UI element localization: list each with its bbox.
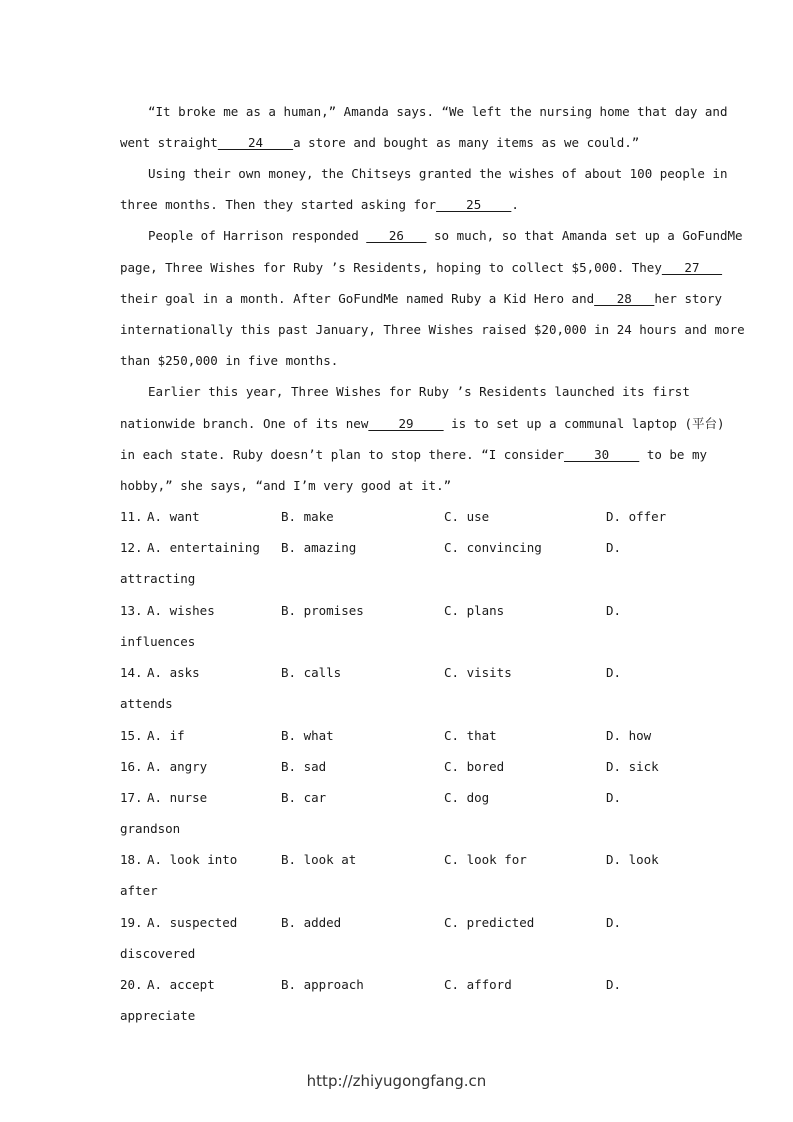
option-c: C. that [444,728,497,743]
option-c: C. afford [444,977,512,992]
question-row [120,915,680,931]
passage-line [120,291,723,307]
passage-text: to be my [646,447,708,462]
option-d-wrap: appreciate [120,1008,196,1023]
option-d-wrap: attracting [120,571,196,586]
question-row [120,540,680,556]
question-row [120,977,680,993]
question-number: 13. [120,603,143,618]
option-a: A. suspected [147,915,238,930]
question-number: 20. [120,977,143,992]
option-d: D. [606,790,622,805]
option-b: B. what [281,728,334,743]
passage-line [120,135,675,151]
passage-line [148,104,728,120]
passage-text: Earlier this year, Three Wishes for Ruby ’s Residents launched its first [148,384,690,399]
passage-text: than $250,000 in five months. [120,353,339,368]
passage-line [148,384,690,400]
option-a: A. accept [147,977,215,992]
option-a: A. angry [147,759,208,774]
option-a: A. if [147,728,185,743]
option-d: D. [606,977,622,992]
option-a: A. wishes [147,603,215,618]
passage-line [120,353,675,369]
option-d-wrap: discovered [120,946,196,961]
question-row [120,728,680,744]
passage-text: their goal in a month. After GoFundMe named Ruby a Kid Hero and [120,291,595,306]
question-number: 18. [120,852,143,867]
passage-text: is to set up a communal laptop (平台) [451,416,725,431]
question-row [120,852,680,868]
option-b: B. amazing [281,540,357,555]
passage-text: hobby,” she says, “and I’m very good at it.” [120,478,452,493]
question-row [120,790,680,806]
question-number: 19. [120,915,143,930]
blank-25: 25 [436,197,512,212]
option-c: C. visits [444,665,512,680]
blank-28: 28 [594,291,655,306]
option-a: A. want [147,509,200,524]
question-number: 17. [120,790,143,805]
option-b: B. calls [281,665,342,680]
option-d-wrap: influences [120,634,196,649]
passage-line [120,447,708,463]
passage-text: . [511,197,519,212]
passage-text: three months. Then they started asking for [120,197,437,212]
option-d: D. [606,540,622,555]
option-d: D. [606,665,622,680]
question-number: 14. [120,665,143,680]
question-row [120,603,680,619]
passage-text: nationwide branch. One of its new [120,416,369,431]
passage-text: her story [654,291,723,306]
blank-27: 27 [661,260,723,275]
option-a: A. asks [147,665,200,680]
passage-text: a store and bought as many items as we could.” [293,135,640,150]
passage-text: internationally this past January, Three Wishes raised $20,000 in 24 hours and more [120,322,745,337]
passage-line [120,322,745,338]
passage-line [120,197,675,213]
option-a: A. look into [147,852,238,867]
option-c: C. predicted [444,915,535,930]
passage-line [148,228,743,244]
option-c: C. use [444,509,490,524]
option-c: C. convincing [444,540,542,555]
passage-text: in each state. Ruby doesn’t plan to stop there. “I consider [120,447,565,462]
question-row [120,759,680,775]
option-c: C. plans [444,603,505,618]
passage-line [120,478,675,494]
question-number: 16. [120,759,143,774]
passage-line [120,416,725,432]
option-d: D. look [606,852,659,867]
option-c: C. dog [444,790,490,805]
option-d: D. offer [606,509,667,524]
passage-text: page, Three Wishes for Ruby ’s Residents, hoping to collect $5,000. They [120,260,662,275]
option-b: B. promises [281,603,364,618]
option-b: B. sad [281,759,327,774]
option-d: D. how [606,728,652,743]
option-d-wrap: attends [120,696,173,711]
blank-26: 26 [366,228,427,243]
option-d: D. sick [606,759,659,774]
question-number: 11. [120,509,143,524]
passage-line [120,260,723,276]
option-b: B. car [281,790,327,805]
question-number: 12. [120,540,143,555]
option-b: B. look at [281,852,357,867]
question-number: 15. [120,728,143,743]
option-c: C. look for [444,852,527,867]
passage-line [148,166,728,182]
option-c: C. bored [444,759,505,774]
option-a: A. nurse [147,790,208,805]
blank-24: 24 [217,135,294,150]
option-a: A. entertaining [147,540,260,555]
option-d: D. [606,915,622,930]
question-row [120,665,680,681]
passage-text: Using their own money, the Chitseys granted the wishes of about 100 people in [148,166,728,181]
blank-30: 30 [564,447,640,462]
passage-text: People of Harrison responded [148,228,359,243]
passage-text: went straight [120,135,218,150]
option-b: B. added [281,915,342,930]
option-b: B. approach [281,977,364,992]
option-d-wrap: grandson [120,821,181,836]
option-d-wrap: after [120,883,158,898]
passage-text: so much, so that Amanda set up a GoFundMe [434,228,743,243]
footer-url[interactable]: http://zhiyugongfang.cn [306,1072,487,1090]
blank-29: 29 [368,416,444,431]
option-b: B. make [281,509,334,524]
question-row [120,509,680,525]
passage-text: “It broke me as a human,” Amanda says. “We left the nursing home that day and [148,104,728,119]
option-d: D. [606,603,622,618]
